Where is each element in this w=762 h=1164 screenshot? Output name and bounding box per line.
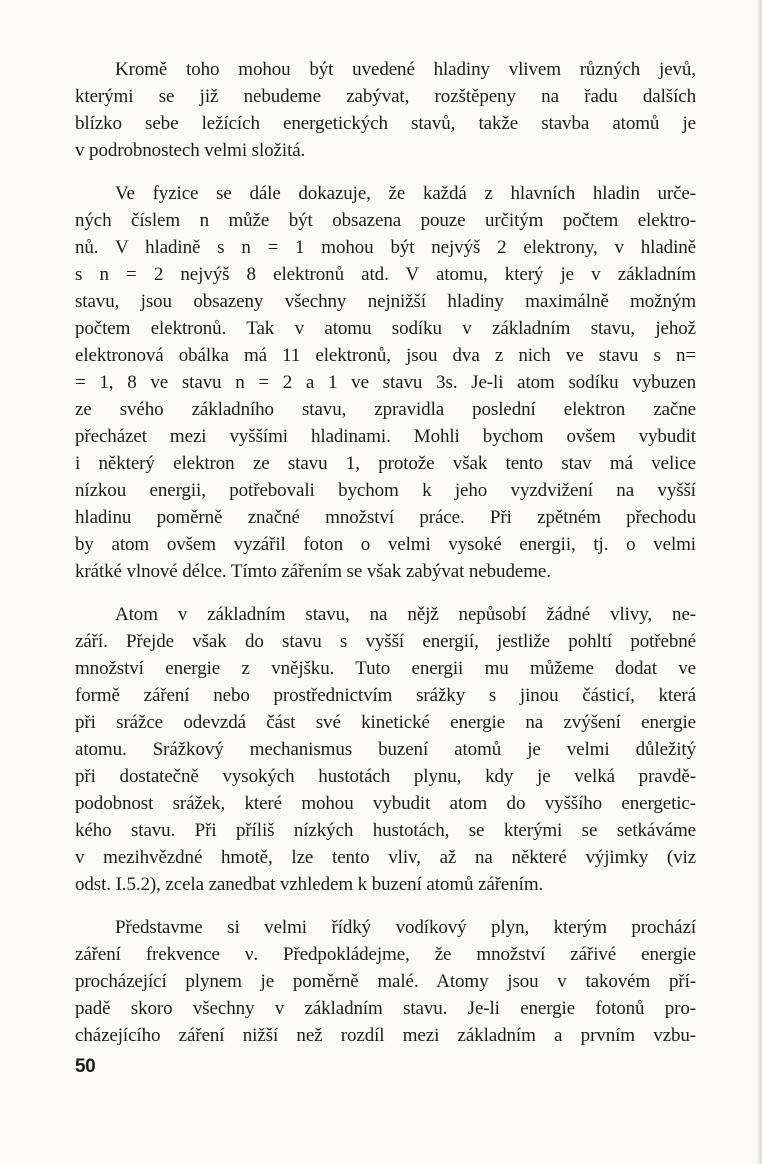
text-line: při dostatečně vysokých hustotách plynu, kdy je velká pravdě- <box>75 766 696 787</box>
text-line: podobnost srážek, které mohou vybudit atom do vyššího energetic- <box>75 793 696 814</box>
text-line: krátké vlnové délce. Tímto zářením se však zabývat nebudeme. <box>75 561 551 582</box>
text-line: kterými se již nebudeme zabývat, rozštěpeny na řadu dalších <box>75 86 696 107</box>
text-line: stavu, jsou obsazeny všechny nejnižší hladiny maximálně možným <box>75 291 696 312</box>
text-line: nů. V hladině s n = 1 mohou být nejvýš 2 elektrony, v hladině <box>75 237 696 258</box>
text-line: kého stavu. Při příliš nízkých hustotách, se kterými se setkáváme <box>75 820 696 841</box>
text-line: Ve fyzice se dále dokazuje, že každá z hlavních hladin urče- <box>115 183 696 204</box>
text-line: nízkou energii, potřebovali bychom k jeho vyzdvižení na vyšší <box>75 480 696 501</box>
page-number: 50 <box>75 1056 96 1077</box>
text-line: ných číslem n může být obsazena pouze určitým počtem elektro- <box>75 210 696 231</box>
text-line: elektronová obálka má 11 elektronů, jsou dva z nich ve stavu s n= <box>75 345 696 366</box>
text-line: by atom ovšem vyzářil foton o velmi vysoké energii, tj. o velmi <box>75 534 696 555</box>
text-line: formě záření nebo prostřednictvím srážky s jinou částicí, která <box>75 685 696 706</box>
text-line: v mezihvězdné hmotě, lze tento vliv, až na některé výjimky (viz <box>75 847 696 868</box>
text-line: padě skoro všechny v základním stavu. Je-li energie fotonů pro- <box>75 998 696 1019</box>
text-line: s n = 2 nejvýš 8 elektronů atd. V atomu, který je v základním <box>75 264 696 285</box>
text-line: Atom v základním stavu, na nějž nepůsobí žádné vlivy, ne- <box>115 604 696 625</box>
text-line: září. Přejde však do stavu s vyšší energií, jestliže pohltí potřebné <box>75 631 696 652</box>
page-body <box>75 56 696 1065</box>
text-line: procházející plynem je poměrně malé. Atomy jsou v takovém pří- <box>75 971 696 992</box>
text-line: blízko sebe ležících energetických stavů, takže stavba atomů je <box>75 113 696 134</box>
text-line: atomu. Srážkový mechanismus buzení atomů je velmi důležitý <box>75 739 696 760</box>
text-line: cházejícího záření nižší než rozdíl mezi základním a prvním vzbu- <box>75 1025 696 1046</box>
text-line: v podrobnostech velmi složitá. <box>75 140 306 161</box>
paragraph <box>75 56 696 164</box>
paragraph <box>75 914 696 1049</box>
text-line: Kromě toho mohou být uvedené hladiny vlivem různých jevů, <box>115 59 696 80</box>
text-line: ze svého základního stavu, zpravidla poslední elektron začne <box>75 399 696 420</box>
paragraph <box>75 180 696 585</box>
text-line: množství energie z vnějšku. Tuto energii mu můžeme dodat ve <box>75 658 696 679</box>
text-line: počtem elektronů. Tak v atomu sodíku v základním stavu, jehož <box>75 318 696 339</box>
text-line: i některý elektron ze stavu 1, protože však tento stav má velice <box>75 453 696 474</box>
text-line: přecházet mezi vyššími hladinami. Mohli bychom ovšem vybudit <box>75 426 696 447</box>
paragraph <box>75 601 696 898</box>
text-line: = 1, 8 ve stavu n = 2 a 1 ve stavu 3s. Je-li atom sodíku vybuzen <box>75 372 696 393</box>
text-line: záření frekvence ν. Předpokládejme, že množství zářivé energie <box>75 944 696 965</box>
text-line: odst. I.5.2), zcela zanedbat vzhledem k buzení atomů zářením. <box>75 874 544 895</box>
page-edge-shadow <box>756 0 762 1164</box>
text-line: hladinu poměrně značné množství práce. Při zpětném přechodu <box>75 507 696 528</box>
text-line: Představme si velmi řídký vodíkový plyn, kterým prochází <box>115 917 696 938</box>
text-line: při srážce odevzdá část své kinetické energie na zvýšení energie <box>75 712 696 733</box>
